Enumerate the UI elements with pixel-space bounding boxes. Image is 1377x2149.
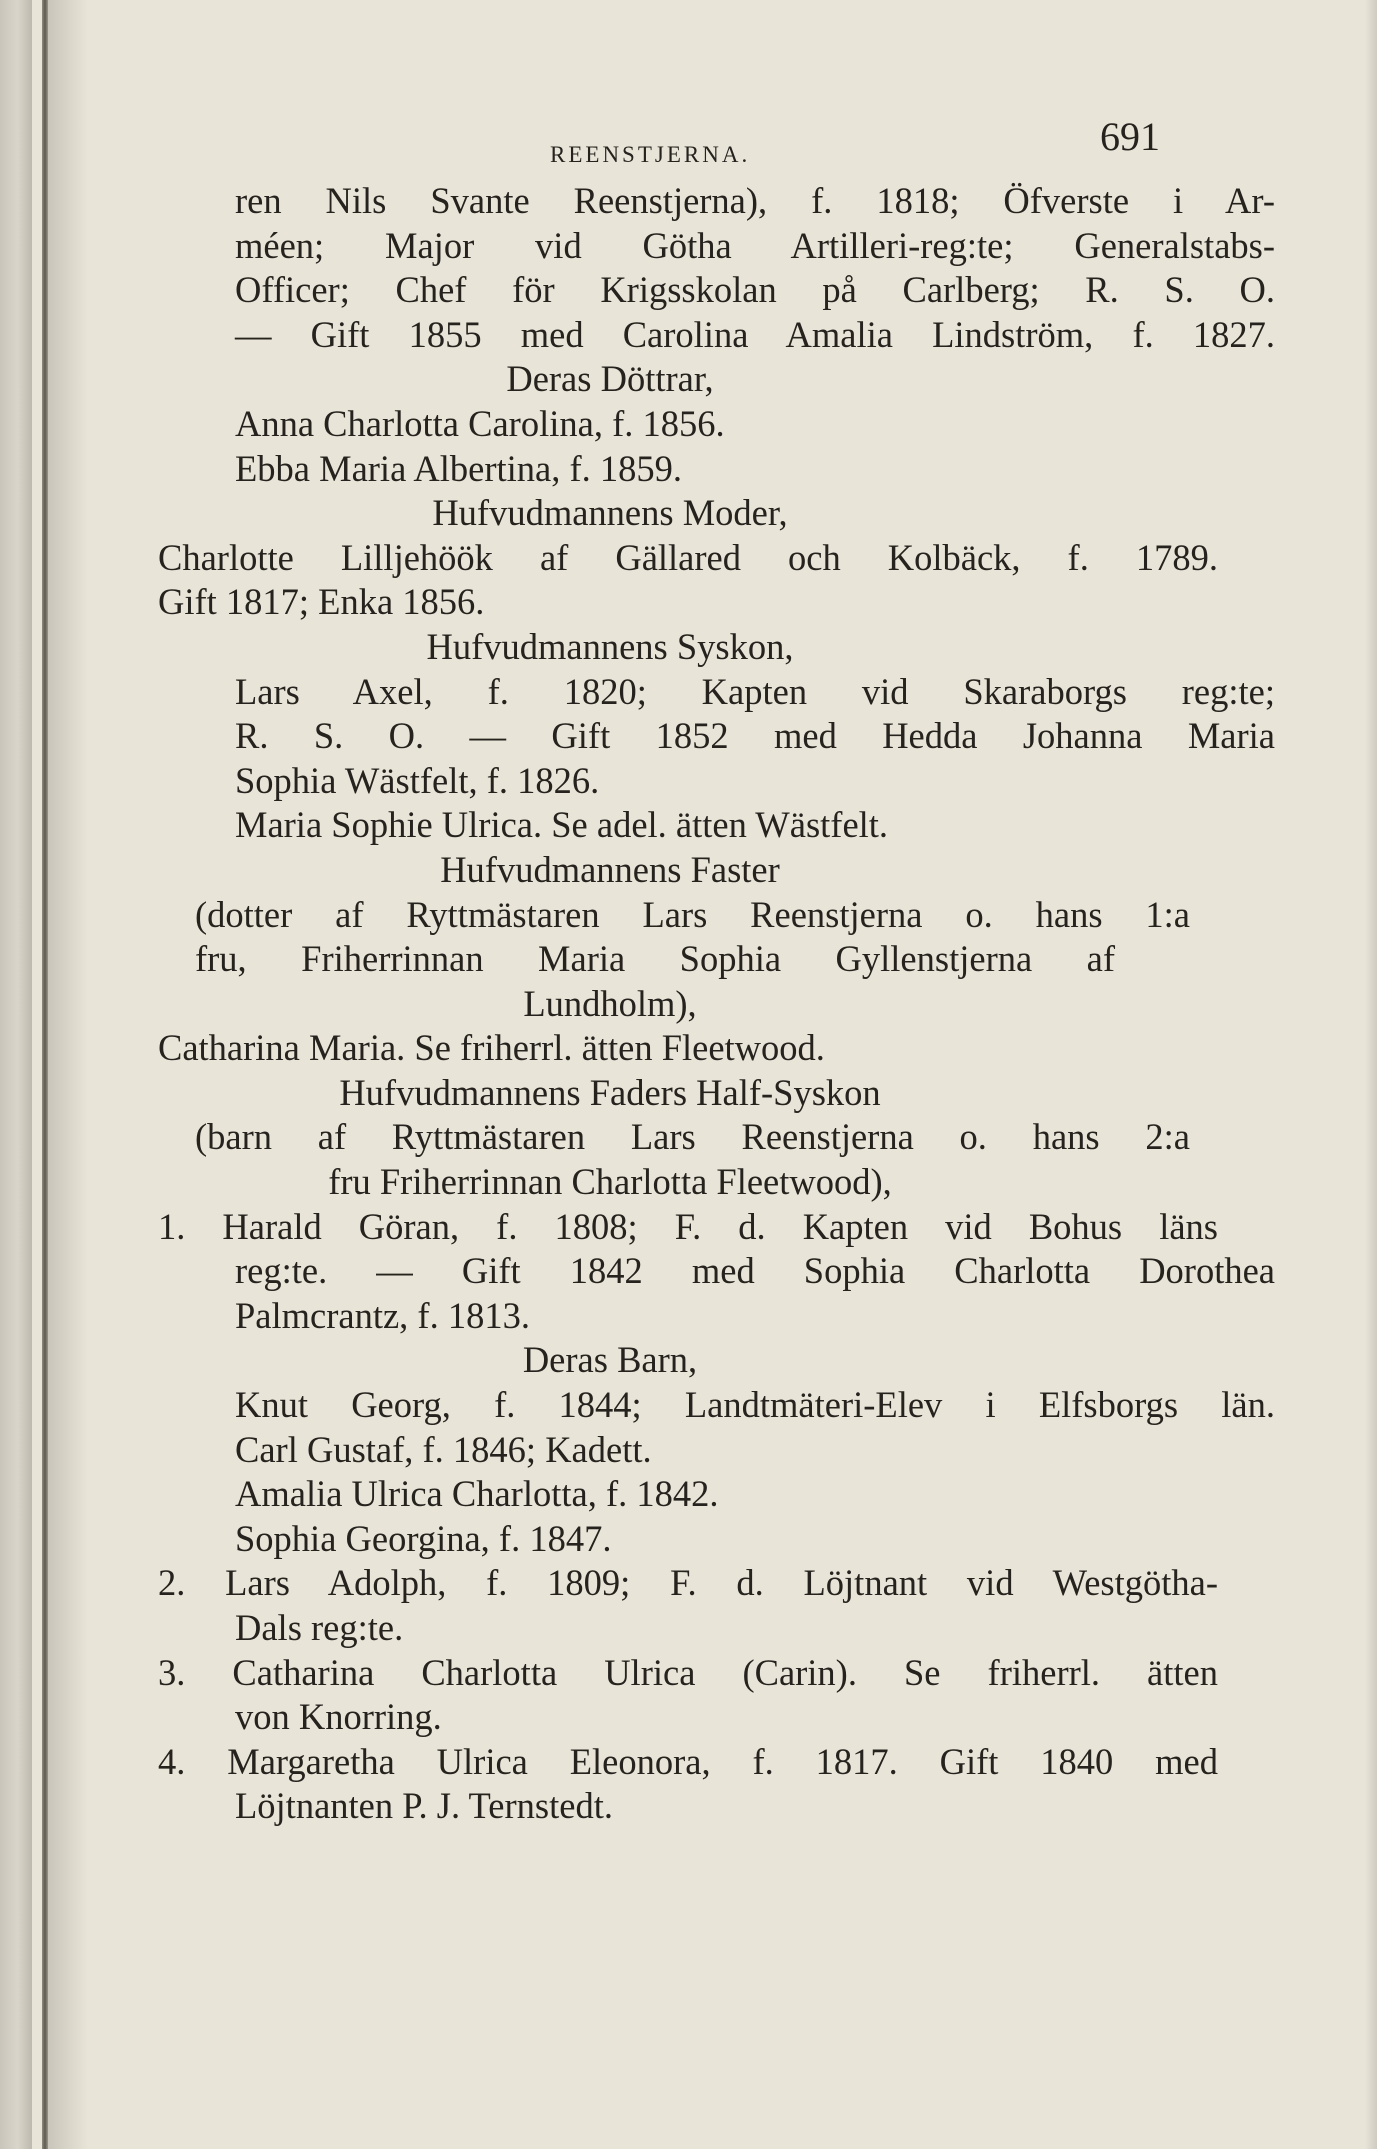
- running-head: REENSTJERNA.: [550, 142, 751, 167]
- text-line: Carl Gustaf, f. 1846; Kadett.: [235, 1428, 652, 1470]
- text-line: Sophia Georgina, f. 1847.: [235, 1517, 612, 1559]
- text-line: Palmcrantz, f. 1813.: [235, 1294, 530, 1336]
- text-line: Sophia Wästfelt, f. 1826.: [235, 759, 600, 801]
- page-edge: [1365, 0, 1377, 2149]
- list-item: 3. Catharina Charlotta Ulrica (Carin). Se friherrl. ätten: [158, 1651, 1218, 1693]
- text-line: (dotter af Ryttmästaren Lars Reenstjerna o. hans 1:a: [195, 893, 1190, 935]
- text-line: Lars Axel, f. 1820; Kapten vid Skaraborgs reg:te;: [235, 670, 1275, 712]
- list-item: 4. Margaretha Ulrica Eleonora, f. 1817. Gift 1840 med: [158, 1740, 1218, 1782]
- text-line: Lundholm),: [523, 982, 697, 1024]
- text-line: Dals reg:te.: [235, 1607, 404, 1648]
- text-line: Ebba Maria Albertina, f. 1859.: [235, 447, 683, 489]
- book-page: [150, 114, 1275, 1829]
- text-line: Löjtnanten P. J. Ternstedt.: [235, 1785, 613, 1827]
- text-line: Charlotte Lilljehöök af Gällared och Kolbäck, f. 1789.: [158, 536, 1218, 578]
- section-heading: Deras Döttrar,: [506, 358, 714, 400]
- text-line: fru, Friherrinnan Maria Sophia Gyllenstjerna af: [195, 938, 1115, 980]
- book-spine: [0, 0, 32, 2149]
- text-line: (barn af Ryttmästaren Lars Reenstjerna o. hans 2:a: [195, 1116, 1190, 1158]
- text-line: — Gift 1855 med Carolina Amalia Lindström, f. 1827.: [235, 313, 1275, 355]
- text-line: fru Friherrinnan Charlotta Fleetwood),: [328, 1161, 892, 1203]
- page-number: 691: [1100, 114, 1160, 159]
- section-heading: Hufvudmannens Syskon,: [426, 625, 794, 667]
- page-header: [150, 115, 1230, 179]
- text-line: méen; Major vid Götha Artilleri-reg:te; Generalstabs-: [235, 224, 1275, 266]
- section-heading: Hufvudmannens Moder,: [432, 492, 788, 534]
- text-line: Knut Georg, f. 1844; Landtmäteri-Elev i Elfsborgs län.: [235, 1384, 1275, 1426]
- section-heading: Deras Barn,: [522, 1339, 698, 1381]
- section-heading: Hufvudmannens Faders Half-Syskon: [339, 1071, 881, 1113]
- text-line: R. S. O. — Gift 1852 med Hedda Johanna Maria: [235, 715, 1275, 757]
- list-item: 2. Lars Adolph, f. 1809; F. d. Löjtnant vid Westgötha-: [158, 1562, 1218, 1604]
- text-line: von Knorring.: [235, 1696, 442, 1738]
- list-item: 1. Harald Göran, f. 1808; F. d. Kapten vid Bohus läns: [158, 1205, 1218, 1247]
- section-heading: Hufvudmannens Faster: [440, 848, 780, 890]
- gutter-shadow: [48, 0, 88, 2149]
- text-line: ren Nils Svante Reenstjerna), f. 1818; Öfverste i Ar-: [235, 180, 1275, 221]
- text-line: Maria Sophie Ulrica. Se adel. ätten Wästfelt.: [235, 804, 889, 846]
- text-line: Anna Charlotta Carolina, f. 1856.: [235, 402, 725, 444]
- text-line: reg:te. — Gift 1842 med Sophia Charlotta Dorothea: [235, 1250, 1275, 1292]
- text-line: Amalia Ulrica Charlotta, f. 1842.: [235, 1473, 719, 1515]
- text-line: Catharina Maria. Se friherrl. ätten Fleetwood.: [158, 1027, 825, 1069]
- text-line: Gift 1817; Enka 1856.: [158, 581, 485, 623]
- text-line: Officer; Chef för Krigsskolan på Carlberg; R. S. O.: [235, 269, 1275, 311]
